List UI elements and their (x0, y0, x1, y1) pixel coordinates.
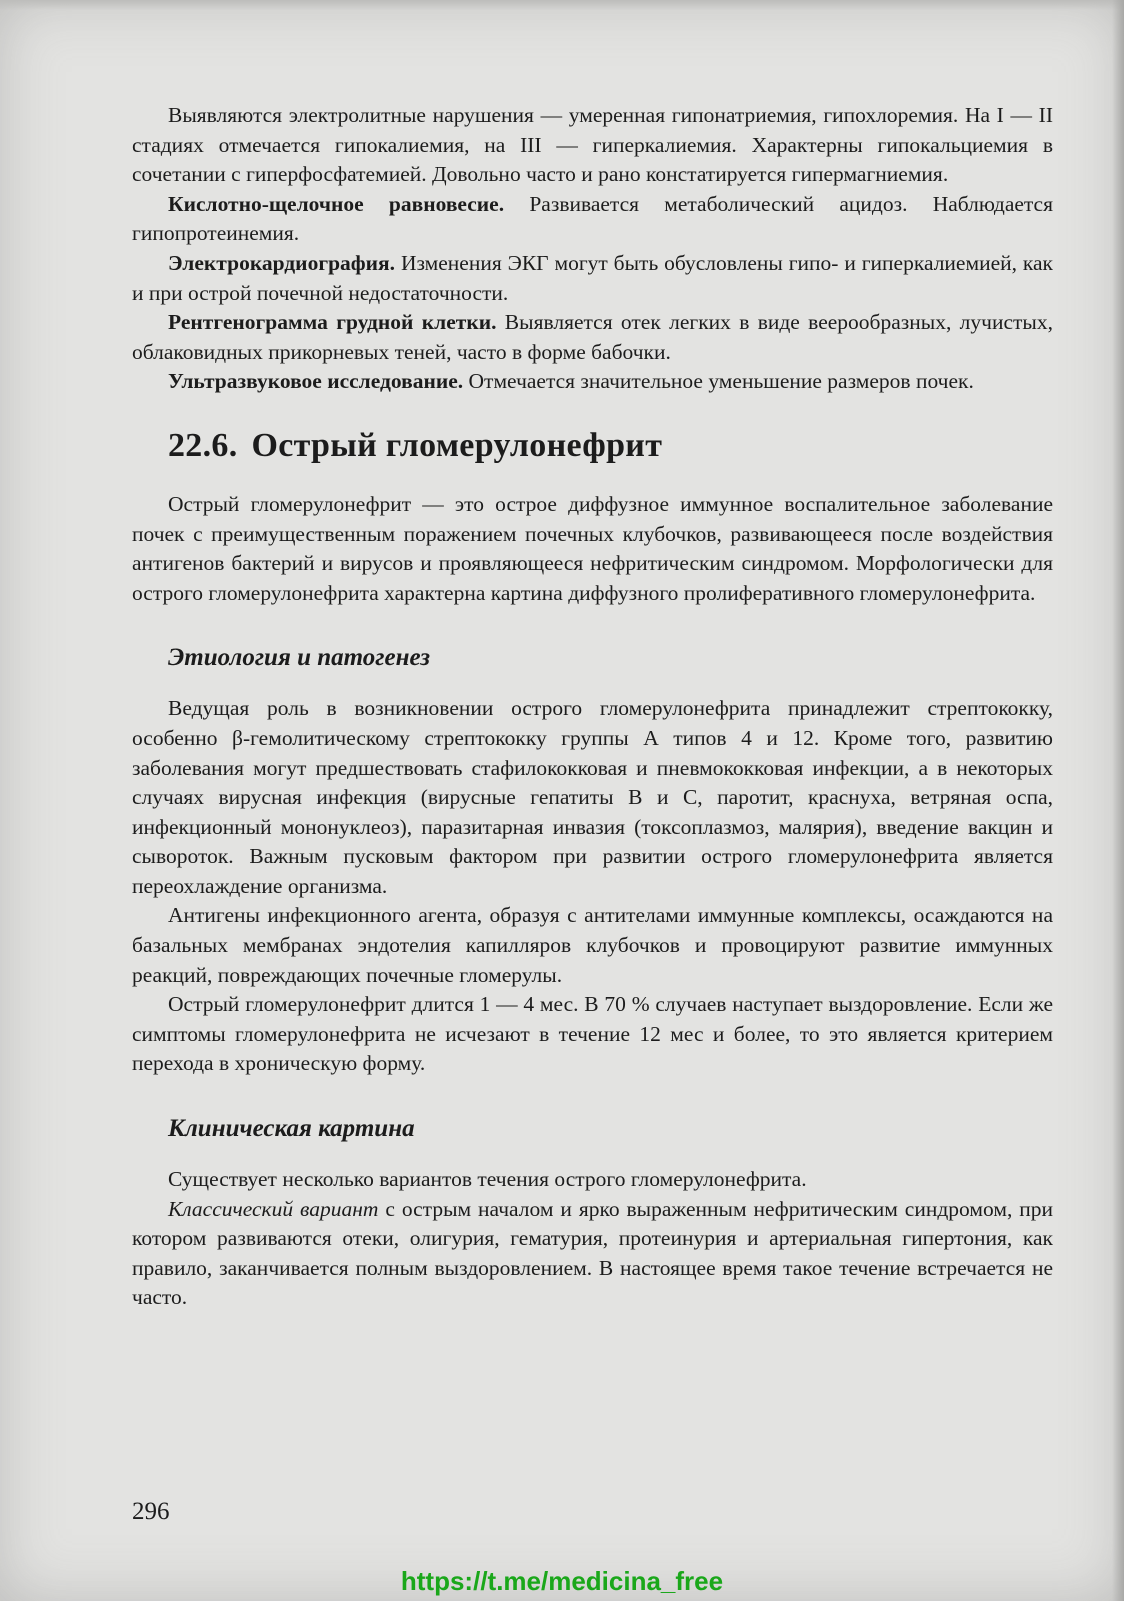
etiology-paragraph: Антигены инфекционного агента, образуя с антителами иммунные комплексы, осаждаются на базальных мембранах эндотелия капилляров клубочков и провоцируют развитие иммунных реакций, повреждающих почечные гломерулы. (132, 903, 1053, 987)
paragraph-electrolytes (132, 101, 1053, 190)
page-number: 296 (132, 1498, 170, 1525)
paragraph-lead: Ультразвуковое исследование. (168, 369, 464, 394)
etiology-heading: Этиология и патогенез (168, 644, 430, 672)
watermark-link[interactable]: https://t.me/medicina_free (400, 1566, 724, 1596)
clinical-heading: Клиническая картина (168, 1115, 415, 1143)
paragraph-lead: Кислотно-щелочное равновесие. (168, 191, 505, 216)
paragraph-lead: Рентгенограмма грудной клетки. (168, 310, 497, 335)
clinical-variant-term: Классический вариант (168, 1196, 379, 1221)
clinical-paragraph: Существует несколько вариантов течения острого гломерулонефрита. (168, 1167, 807, 1192)
paragraph-text: Развивается метаболический ацидоз. Наблюдается гипопротеинемия. (132, 191, 1053, 246)
paragraph-text: Отмечается значительное уменьшение размеров почек. (463, 369, 974, 394)
clinical-paragraph (132, 1195, 1053, 1313)
section-intro: Острый гломерулонефрит — это острое диффузное иммунное воспалительное заболевание почек с преимущественным поражением почечных клубочков, развивающееся после воздействия антигенов бактерий и вирусов и проявляющееся нефритическим синдромом. Морфологически для острого гломерулонефрита характерна картина диффузного пролиферативного гломерулонефрита. (132, 491, 1053, 605)
paragraph-text: Выявляется отек легких в виде веерообразных, лучистых, облаковидных прикорневых теней, часто в форме бабочки. (132, 310, 1053, 364)
clinical-variant-text: с острым началом и ярко выраженным нефритическим синдромом, при котором развиваются отеки, олигурия, гематурия, протеинурия и артериальная гипертония, как правило, заканчивается полным выздоровлением. В настоящее время такое течение встречается не часто. (132, 1196, 1054, 1310)
paragraph-acid-base (132, 190, 1053, 249)
paragraph-text: Выявляются электролитные нарушения — умеренная гипонатриемия, гипохлоремия. На I — II стадиях отмечается гипокалиемия, на III — гиперкалиемия. Характерны гипокальциемия в сочетании с гиперфосфатемией. Довольно часто и рано констатируется гипермагниемия. (132, 103, 1053, 187)
paragraph-ecg (132, 249, 1053, 308)
section-number: 22.6. (168, 426, 238, 464)
etiology-paragraph: Ведущая роль в возникновении острого гломерулонефрита принадлежит стрептококку, особенно β-гемолитическому стрептококку группы А типов 4 и 12. Кроме того, развитию заболевания могут предшествовать стафилококковая и пневмококковая инфекции, а в некоторых случаях вирусная инфекция (вирусные гепатиты В и С, паротит, краснуха, ветряная оспа, инфекционный мононуклеоз), паразитарная инвазия (токсоплазмоз, малярия), введение вакцин и сывороток. Важным пусковым фактором при развитии острого гломерулонефрита является переохлаждение организма. (132, 696, 1053, 898)
paragraph-ultrasound (132, 367, 1053, 397)
page-body (132, 101, 1053, 1313)
paragraph-xray (132, 308, 1053, 367)
page-edge-shadow (1112, 0, 1124, 1601)
paragraph-lead: Электрокардиография. (168, 250, 396, 275)
section-heading (168, 426, 1053, 466)
etiology-paragraph: Острый гломерулонефрит длится 1 — 4 мес. В 70 % случаев наступает выздоровление. Если же симптомы гломерулонефрита не исчезают в течение 12 мес и более, то это является критерием перехода в хроническую форму. (132, 992, 1053, 1076)
paragraph-text: Изменения ЭКГ могут быть обусловлены гипо- и гиперкалиемией, как и при острой почечной недостаточности. (132, 250, 1053, 305)
section-title: Острый гломерулонефрит (251, 426, 663, 464)
